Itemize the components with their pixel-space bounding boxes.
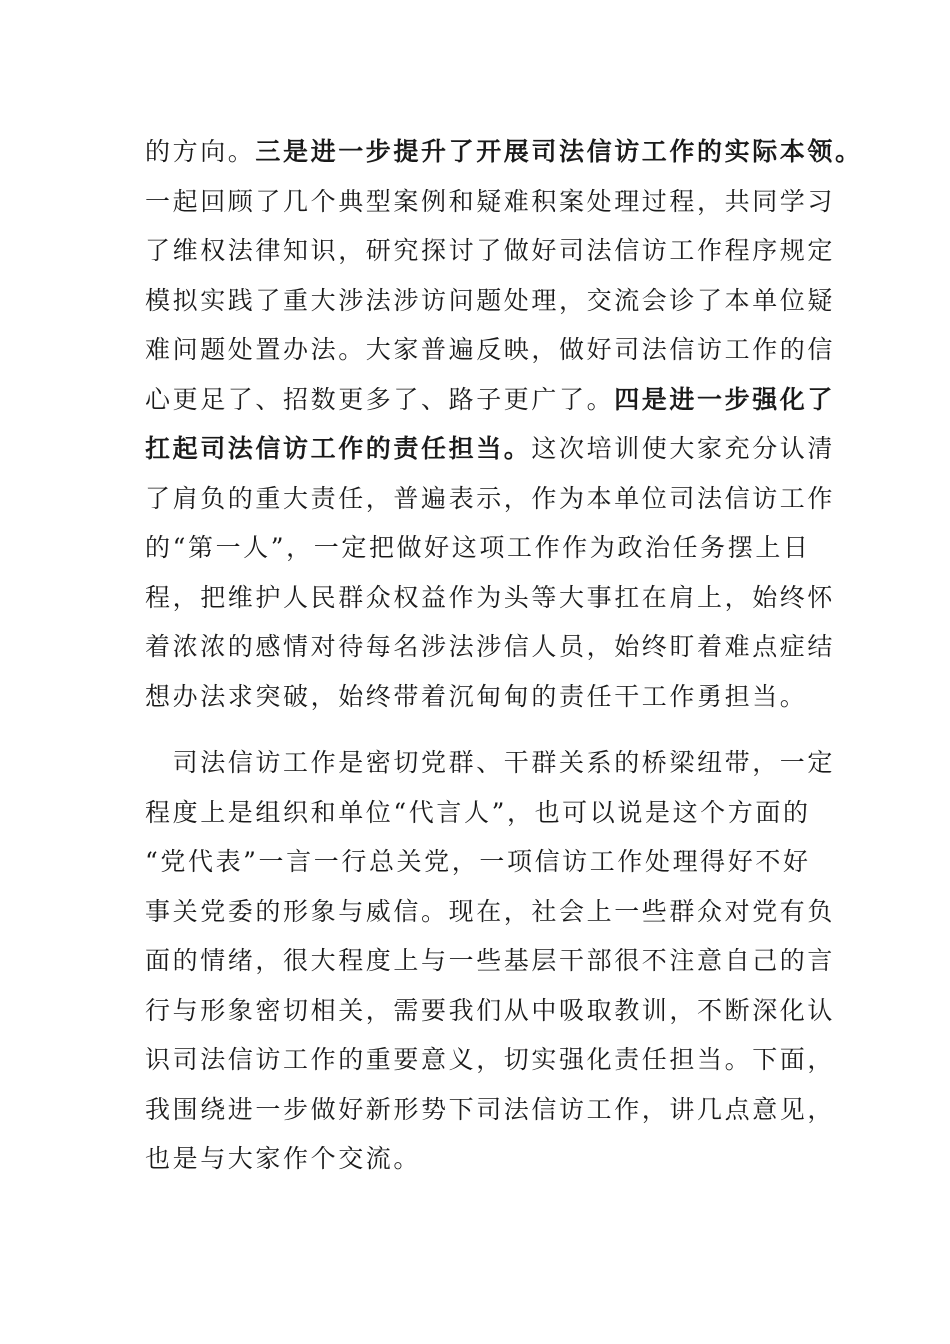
bold-heading-text: 四是进一步强化了 [614, 384, 836, 414]
body-text: 心更足了、招数更多了、路子更广了。 [145, 384, 615, 414]
text-line [145, 375, 836, 425]
body-text: 程，把维护人民群众权益作为头等大事扛在肩上，始终怀 [145, 582, 836, 612]
text-line [145, 573, 836, 623]
body-text: 事关党委的形象与威信。现在，社会上一些群众对党有负 [145, 896, 836, 926]
body-text: 这次培训使大家充分认清 [531, 434, 836, 463]
body-text: 司法信访工作是密切党群、干群关系的桥梁纽带，一定 [145, 748, 836, 777]
text-line [145, 523, 810, 573]
text-line [145, 177, 836, 227]
text-line [145, 788, 810, 838]
text-line [145, 887, 836, 937]
body-text: 我围绕进一步做好新形势下司法信访工作，讲几点意见， [145, 1094, 836, 1124]
text-line [145, 1085, 836, 1135]
body-text: 程度上是组织和单位“代言人”，也可以说是这个方面的 [145, 797, 811, 827]
body-text: 也是与大家作个交流。 [145, 1144, 422, 1173]
text-line [145, 936, 836, 986]
text-line [145, 837, 810, 887]
body-text: 一起回顾了几个典型案例和疑难积案处理过程，共同学习 [145, 186, 836, 216]
body-text: 难问题处置办法。大家普遍反映，做好司法信访工作的信 [145, 335, 836, 364]
text-line [145, 1035, 836, 1085]
body-text: 识司法信访工作的重要意义，切实强化责任担当。下面， [145, 1045, 836, 1074]
body-text: 行与形象密切相关，需要我们从中吸取教训，不断深化认 [145, 995, 836, 1025]
text-line [145, 325, 836, 375]
paragraph-continued [145, 127, 863, 721]
text-line [145, 424, 836, 474]
body-text: 着浓浓的感情对待每名涉法涉信人员，始终盯着难点症结 [145, 632, 836, 661]
body-text: 想办法求突破，始终带着沉甸甸的责任干工作勇担当。 [145, 681, 808, 711]
text-line [145, 986, 836, 1036]
bold-heading-text: 三是进一步提升了开展司法信访工作的实际本领。 [255, 137, 863, 166]
text-line [145, 622, 836, 672]
body-text: 了维权法律知识，研究探讨了做好司法信访工作程序规定 [145, 236, 836, 265]
body-text: 的方向。 [145, 137, 256, 166]
text-line [145, 738, 836, 788]
text-line [145, 474, 836, 524]
text-line [145, 127, 863, 177]
text-line [145, 226, 836, 276]
bold-heading-text: 扛起司法信访工作的责任担当。 [145, 434, 532, 463]
text-line [145, 1134, 810, 1184]
text-line [145, 276, 836, 326]
text-line [145, 672, 810, 722]
body-text: 的“第一人”，一定把做好这项工作作为政治任务摆上日 [145, 533, 811, 562]
paragraph-main [145, 738, 836, 1184]
body-text: 模拟实践了重大涉法涉访问题处理，交流会诊了本单位疑 [145, 285, 836, 315]
body-text: “党代表”一言一行总关党，一项信访工作处理得好不好 [145, 847, 811, 876]
body-text: 面的情绪，很大程度上与一些基层干部很不注意自己的言 [145, 946, 836, 975]
body-text: 了肩负的重大责任，普遍表示，作为本单位司法信访工作 [145, 483, 836, 513]
